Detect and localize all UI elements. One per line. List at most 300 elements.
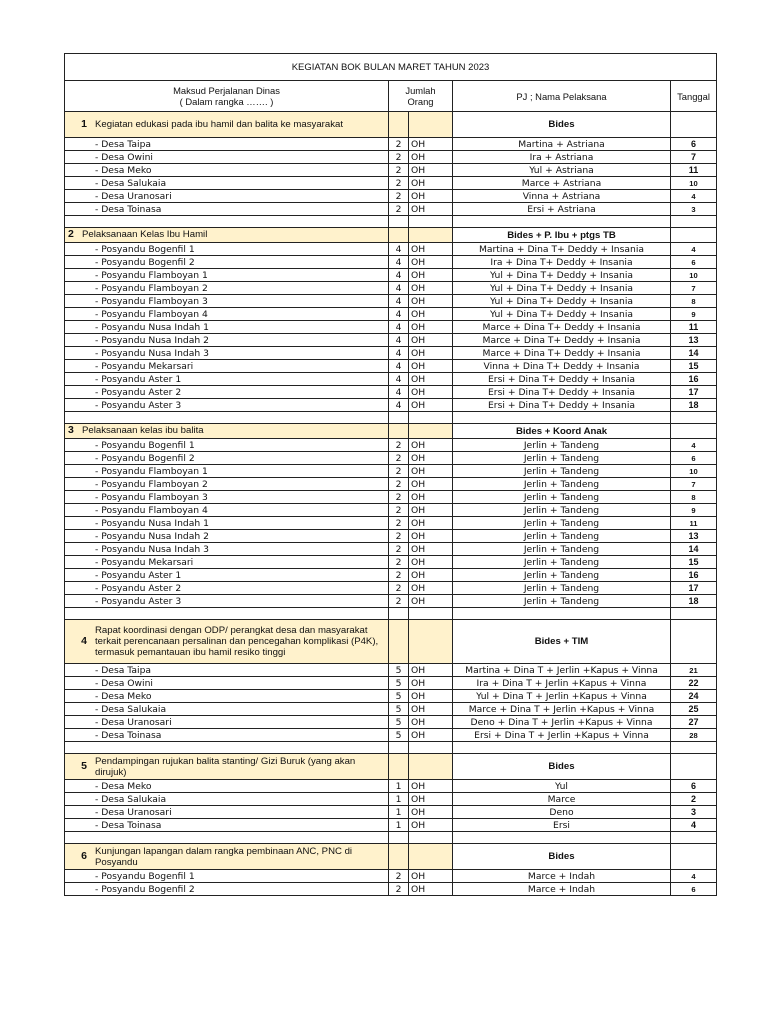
row-pj: Jerlin + Tandeng — [453, 452, 671, 465]
row-item: - Posyandu Flamboyan 4 — [65, 308, 389, 321]
row-unit: OH — [409, 203, 453, 216]
row-unit: OH — [409, 530, 453, 543]
section-date-blank — [671, 620, 717, 664]
section-title: Pelaksanaan kelas ibu balita — [82, 425, 204, 437]
row-date: 14 — [671, 347, 717, 360]
table-row — [65, 819, 717, 832]
row-pj: Martina + Dina T+ Deddy + Insania — [453, 243, 671, 256]
row-count: 4 — [389, 282, 409, 295]
table-row — [65, 870, 717, 883]
row-unit: OH — [409, 582, 453, 595]
row-unit: OH — [409, 504, 453, 517]
row-pj: Jerlin + Tandeng — [453, 439, 671, 452]
row-item: - Posyandu Mekarsari — [65, 556, 389, 569]
row-unit: OH — [409, 308, 453, 321]
row-unit: OH — [409, 883, 453, 896]
row-date: 21 — [671, 664, 717, 677]
section-date-blank — [671, 112, 717, 138]
section-title: Kegiatan edukasi pada ibu hamil dan balita ke masyarakat — [95, 118, 343, 130]
row-item: - Posyandu Bogenfil 1 — [65, 439, 389, 452]
row-unit: OH — [409, 729, 453, 742]
row-unit: OH — [409, 478, 453, 491]
row-pj: Ira + Astriana — [453, 151, 671, 164]
row-unit: OH — [409, 703, 453, 716]
row-count: 4 — [389, 386, 409, 399]
spacer-cell — [453, 412, 671, 424]
table-row — [65, 517, 717, 530]
row-count: 1 — [389, 780, 409, 793]
row-date: 11 — [671, 517, 717, 530]
row-unit: OH — [409, 256, 453, 269]
row-unit: OH — [409, 543, 453, 556]
spacer-cell — [453, 216, 671, 228]
table-row — [65, 729, 717, 742]
spacer-cell — [389, 608, 409, 620]
section-count-blank — [389, 844, 409, 870]
row-count: 4 — [389, 373, 409, 386]
spacer-row — [65, 742, 717, 754]
row-unit: OH — [409, 373, 453, 386]
header-maksud — [65, 81, 389, 112]
row-item: - Posyandu Bogenfil 2 — [65, 256, 389, 269]
table-row — [65, 164, 717, 177]
spacer-cell — [671, 742, 717, 754]
row-item: - Posyandu Bogenfil 1 — [65, 870, 389, 883]
table-row — [65, 543, 717, 556]
row-unit: OH — [409, 780, 453, 793]
row-date: 16 — [671, 569, 717, 582]
row-date: 7 — [671, 282, 717, 295]
spacer-cell — [453, 742, 671, 754]
row-count: 5 — [389, 703, 409, 716]
row-date: 4 — [671, 190, 717, 203]
section-number: 6 — [81, 850, 87, 862]
row-date: 17 — [671, 582, 717, 595]
row-item: - Posyandu Flamboyan 3 — [65, 295, 389, 308]
row-pj: Jerlin + Tandeng — [453, 517, 671, 530]
table-row — [65, 138, 717, 151]
header-jumlah — [389, 81, 453, 112]
row-unit: OH — [409, 793, 453, 806]
row-date: 25 — [671, 703, 717, 716]
row-count: 4 — [389, 321, 409, 334]
row-pj: Yul + Dina T+ Deddy + Insania — [453, 295, 671, 308]
sheet-title: KEGIATAN BOK BULAN MARET TAHUN 2023 — [65, 54, 717, 81]
row-item: - Posyandu Flamboyan 1 — [65, 269, 389, 282]
row-count: 2 — [389, 491, 409, 504]
row-pj: Ersi + Astriana — [453, 203, 671, 216]
row-pj: Jerlin + Tandeng — [453, 465, 671, 478]
row-count: 1 — [389, 806, 409, 819]
row-unit: OH — [409, 243, 453, 256]
row-date: 14 — [671, 543, 717, 556]
spacer-row — [65, 608, 717, 620]
table-row — [65, 282, 717, 295]
row-item: - Posyandu Flamboyan 2 — [65, 478, 389, 491]
section-header-row — [65, 112, 717, 138]
row-pj: Ira + Dina T+ Deddy + Insania — [453, 256, 671, 269]
table-row — [65, 399, 717, 412]
section-group: Bides + TIM — [453, 620, 671, 664]
row-date: 28 — [671, 729, 717, 742]
row-item: - Posyandu Nusa Indah 3 — [65, 347, 389, 360]
table-row — [65, 334, 717, 347]
spacer-cell — [389, 742, 409, 754]
table-row — [65, 452, 717, 465]
spacer-cell — [409, 216, 453, 228]
row-count: 4 — [389, 295, 409, 308]
row-count: 5 — [389, 690, 409, 703]
row-item: - Posyandu Nusa Indah 1 — [65, 321, 389, 334]
spacer-cell — [453, 832, 671, 844]
spacer-row — [65, 412, 717, 424]
table-row — [65, 716, 717, 729]
row-date: 6 — [671, 256, 717, 269]
section-count-blank — [389, 228, 409, 243]
row-count: 5 — [389, 716, 409, 729]
row-date: 22 — [671, 677, 717, 690]
section-title-cell — [65, 754, 389, 780]
row-unit: OH — [409, 399, 453, 412]
section-title-cell — [65, 424, 389, 439]
row-item: - Posyandu Aster 1 — [65, 569, 389, 582]
row-item: - Posyandu Nusa Indah 2 — [65, 530, 389, 543]
row-pj: Jerlin + Tandeng — [453, 504, 671, 517]
row-unit: OH — [409, 716, 453, 729]
row-count: 4 — [389, 269, 409, 282]
row-pj: Jerlin + Tandeng — [453, 478, 671, 491]
row-item: - Posyandu Aster 3 — [65, 595, 389, 608]
row-pj: Martina + Dina T + Jerlin +Kapus + Vinna — [453, 664, 671, 677]
section-title: Pendampingan rujukan balita stanting/ Gizi Buruk (yang akan dirujuk) — [95, 755, 356, 778]
row-unit: OH — [409, 677, 453, 690]
row-pj: Jerlin + Tandeng — [453, 569, 671, 582]
row-date: 4 — [671, 870, 717, 883]
row-count: 4 — [389, 360, 409, 373]
spacer-cell — [65, 412, 389, 424]
row-unit: OH — [409, 806, 453, 819]
table-row — [65, 780, 717, 793]
row-pj: Marce + Dina T+ Deddy + Insania — [453, 347, 671, 360]
row-unit: OH — [409, 151, 453, 164]
table-row — [65, 177, 717, 190]
header-maksud-line2: ( Dalam rangka ……. ) — [179, 96, 274, 107]
section-date-blank — [671, 424, 717, 439]
row-pj: Marce + Indah — [453, 883, 671, 896]
row-date: 6 — [671, 452, 717, 465]
section-number: 3 — [68, 424, 74, 437]
spacer-cell — [65, 216, 389, 228]
spacer-cell — [389, 216, 409, 228]
spacer-cell — [389, 412, 409, 424]
row-date: 27 — [671, 716, 717, 729]
row-count: 2 — [389, 543, 409, 556]
table-row — [65, 478, 717, 491]
section-unit-blank — [409, 754, 453, 780]
row-count: 2 — [389, 530, 409, 543]
table-row — [65, 190, 717, 203]
table-row — [65, 465, 717, 478]
section-title-cell — [65, 112, 389, 138]
row-item: - Desa Salukaia — [65, 177, 389, 190]
table-row — [65, 308, 717, 321]
row-date: 13 — [671, 334, 717, 347]
table-row — [65, 677, 717, 690]
section-group: Bides + P. Ibu + ptgs TB — [453, 228, 671, 243]
row-unit: OH — [409, 269, 453, 282]
spacer-cell — [389, 832, 409, 844]
row-pj: Ersi + Dina T+ Deddy + Insania — [453, 373, 671, 386]
row-pj: Jerlin + Tandeng — [453, 582, 671, 595]
row-unit: OH — [409, 465, 453, 478]
table-row — [65, 690, 717, 703]
header-jumlah-line2: Orang — [407, 96, 434, 107]
table-row — [65, 360, 717, 373]
row-item: - Desa Toinasa — [65, 729, 389, 742]
section-group: Bides — [453, 112, 671, 138]
row-item: - Desa Salukaia — [65, 703, 389, 716]
row-pj: Vinna + Dina T+ Deddy + Insania — [453, 360, 671, 373]
row-item: - Desa Uranosari — [65, 716, 389, 729]
table-row — [65, 530, 717, 543]
row-count: 4 — [389, 399, 409, 412]
row-count: 1 — [389, 793, 409, 806]
row-date: 11 — [671, 164, 717, 177]
section-unit-blank — [409, 228, 453, 243]
section-unit-blank — [409, 424, 453, 439]
row-count: 2 — [389, 517, 409, 530]
section-count-blank — [389, 112, 409, 138]
section-group: Bides + Koord Anak — [453, 424, 671, 439]
section-date-blank — [671, 754, 717, 780]
row-item: - Desa Owini — [65, 151, 389, 164]
row-unit: OH — [409, 664, 453, 677]
row-count: 2 — [389, 138, 409, 151]
row-pj: Marce + Dina T + Jerlin +Kapus + Vinna — [453, 703, 671, 716]
table-row — [65, 439, 717, 452]
row-date: 10 — [671, 177, 717, 190]
title-row — [65, 54, 717, 81]
table-row — [65, 664, 717, 677]
row-item: - Posyandu Aster 3 — [65, 399, 389, 412]
spacer-cell — [671, 832, 717, 844]
row-unit: OH — [409, 295, 453, 308]
row-pj: Marce — [453, 793, 671, 806]
table-body — [65, 54, 717, 896]
row-pj: Yul + Dina T+ Deddy + Insania — [453, 269, 671, 282]
spacer-cell — [409, 742, 453, 754]
row-unit: OH — [409, 347, 453, 360]
row-pj: Deno — [453, 806, 671, 819]
row-pj: Ersi — [453, 819, 671, 832]
section-number: 5 — [81, 760, 87, 772]
row-item: - Posyandu Mekarsari — [65, 360, 389, 373]
row-item: - Posyandu Bogenfil 2 — [65, 452, 389, 465]
row-count: 2 — [389, 164, 409, 177]
row-count: 2 — [389, 556, 409, 569]
row-item: - Desa Salukaia — [65, 793, 389, 806]
section-title-cell — [65, 620, 389, 664]
row-item: - Posyandu Flamboyan 4 — [65, 504, 389, 517]
table-row — [65, 295, 717, 308]
row-pj: Martina + Astriana — [453, 138, 671, 151]
table-row — [65, 269, 717, 282]
table-row — [65, 703, 717, 716]
row-date: 11 — [671, 321, 717, 334]
row-item: - Posyandu Flamboyan 2 — [65, 282, 389, 295]
row-unit: OH — [409, 690, 453, 703]
row-pj: Ira + Dina T + Jerlin +Kapus + Vinna — [453, 677, 671, 690]
section-title: Rapat koordinasi dengan ODP/ perangkat desa dan masyarakat terkait perencanaan persalinan dan pencegahan komplikasi (P4K), termasuk pemantauan ibu hamil resiko tinggi — [95, 625, 379, 658]
row-unit: OH — [409, 595, 453, 608]
activity-table — [64, 53, 717, 896]
table-row — [65, 491, 717, 504]
row-date: 13 — [671, 530, 717, 543]
section-unit-blank — [409, 844, 453, 870]
header-row — [65, 81, 717, 112]
row-unit: OH — [409, 164, 453, 177]
row-date: 8 — [671, 491, 717, 504]
spacer-cell — [671, 608, 717, 620]
row-pj: Yul + Dina T + Jerlin +Kapus + Vinna — [453, 690, 671, 703]
spacer-row — [65, 216, 717, 228]
section-date-blank — [671, 844, 717, 870]
spacer-cell — [65, 742, 389, 754]
row-count: 4 — [389, 334, 409, 347]
row-item: - Desa Taipa — [65, 664, 389, 677]
header-jumlah-line1: Jumlah — [405, 85, 436, 96]
row-unit: OH — [409, 452, 453, 465]
row-pj: Jerlin + Tandeng — [453, 556, 671, 569]
row-item: - Posyandu Flamboyan 3 — [65, 491, 389, 504]
row-pj: Marce + Indah — [453, 870, 671, 883]
row-count: 5 — [389, 677, 409, 690]
row-date: 3 — [671, 806, 717, 819]
row-count: 2 — [389, 177, 409, 190]
row-count: 5 — [389, 729, 409, 742]
header-maksud-line1: Maksud Perjalanan Dinas — [173, 85, 280, 96]
table-row — [65, 347, 717, 360]
section-header-row — [65, 844, 717, 870]
row-item: - Posyandu Aster 1 — [65, 373, 389, 386]
row-item: - Posyandu Flamboyan 1 — [65, 465, 389, 478]
section-group: Bides — [453, 844, 671, 870]
table-row — [65, 386, 717, 399]
table-row — [65, 243, 717, 256]
row-unit: OH — [409, 360, 453, 373]
row-pj: Yul — [453, 780, 671, 793]
row-pj: Jerlin + Tandeng — [453, 595, 671, 608]
spacer-cell — [671, 412, 717, 424]
table-row — [65, 793, 717, 806]
section-group: Bides — [453, 754, 671, 780]
spacer-cell — [65, 832, 389, 844]
row-pj: Ersi + Dina T+ Deddy + Insania — [453, 399, 671, 412]
row-date: 24 — [671, 690, 717, 703]
spacer-row — [65, 832, 717, 844]
row-date: 6 — [671, 138, 717, 151]
section-count-blank — [389, 754, 409, 780]
row-date: 17 — [671, 386, 717, 399]
row-item: - Posyandu Nusa Indah 3 — [65, 543, 389, 556]
row-date: 4 — [671, 439, 717, 452]
row-date: 18 — [671, 399, 717, 412]
table-row — [65, 883, 717, 896]
table-row — [65, 504, 717, 517]
row-date: 10 — [671, 269, 717, 282]
row-date: 4 — [671, 819, 717, 832]
spacer-cell — [409, 608, 453, 620]
row-item: - Desa Meko — [65, 164, 389, 177]
row-count: 2 — [389, 504, 409, 517]
spacer-cell — [409, 832, 453, 844]
row-unit: OH — [409, 282, 453, 295]
row-count: 2 — [389, 203, 409, 216]
row-unit: OH — [409, 190, 453, 203]
table-row — [65, 582, 717, 595]
row-count: 2 — [389, 569, 409, 582]
table-row — [65, 256, 717, 269]
row-date: 6 — [671, 883, 717, 896]
row-pj: Jerlin + Tandeng — [453, 530, 671, 543]
section-unit-blank — [409, 620, 453, 664]
row-date: 15 — [671, 360, 717, 373]
row-pj: Marce + Dina T+ Deddy + Insania — [453, 321, 671, 334]
row-count: 4 — [389, 256, 409, 269]
section-title: Pelaksanaan Kelas Ibu Hamil — [82, 229, 208, 241]
row-date: 8 — [671, 295, 717, 308]
row-item: - Desa Toinasa — [65, 203, 389, 216]
section-date-blank — [671, 228, 717, 243]
row-unit: OH — [409, 138, 453, 151]
spacer-cell — [65, 608, 389, 620]
row-date: 4 — [671, 243, 717, 256]
header-pj: PJ ; Nama Pelaksana — [453, 81, 671, 112]
row-unit: OH — [409, 517, 453, 530]
row-item: - Posyandu Nusa Indah 1 — [65, 517, 389, 530]
section-number: 2 — [68, 228, 74, 241]
section-count-blank — [389, 424, 409, 439]
table-row — [65, 556, 717, 569]
row-item: - Desa Uranosari — [65, 806, 389, 819]
section-number: 4 — [81, 635, 87, 647]
table-row — [65, 203, 717, 216]
row-item: - Posyandu Nusa Indah 2 — [65, 334, 389, 347]
section-number: 1 — [81, 117, 87, 130]
row-date: 9 — [671, 504, 717, 517]
row-date: 16 — [671, 373, 717, 386]
row-pj: Marce + Dina T+ Deddy + Insania — [453, 334, 671, 347]
row-unit: OH — [409, 386, 453, 399]
section-title: Kunjungan lapangan dalam rangka pembinaan ANC, PNC di Posyandu — [95, 845, 353, 868]
section-title-cell — [65, 228, 389, 243]
row-item: - Desa Meko — [65, 690, 389, 703]
section-header-row — [65, 228, 717, 243]
row-count: 2 — [389, 151, 409, 164]
row-date: 15 — [671, 556, 717, 569]
table-row — [65, 151, 717, 164]
row-item: - Posyandu Bogenfil 2 — [65, 883, 389, 896]
row-unit: OH — [409, 870, 453, 883]
row-unit: OH — [409, 491, 453, 504]
row-item: - Desa Taipa — [65, 138, 389, 151]
row-date: 9 — [671, 308, 717, 321]
section-count-blank — [389, 620, 409, 664]
row-count: 1 — [389, 819, 409, 832]
row-date: 3 — [671, 203, 717, 216]
table-row — [65, 806, 717, 819]
table-row — [65, 373, 717, 386]
